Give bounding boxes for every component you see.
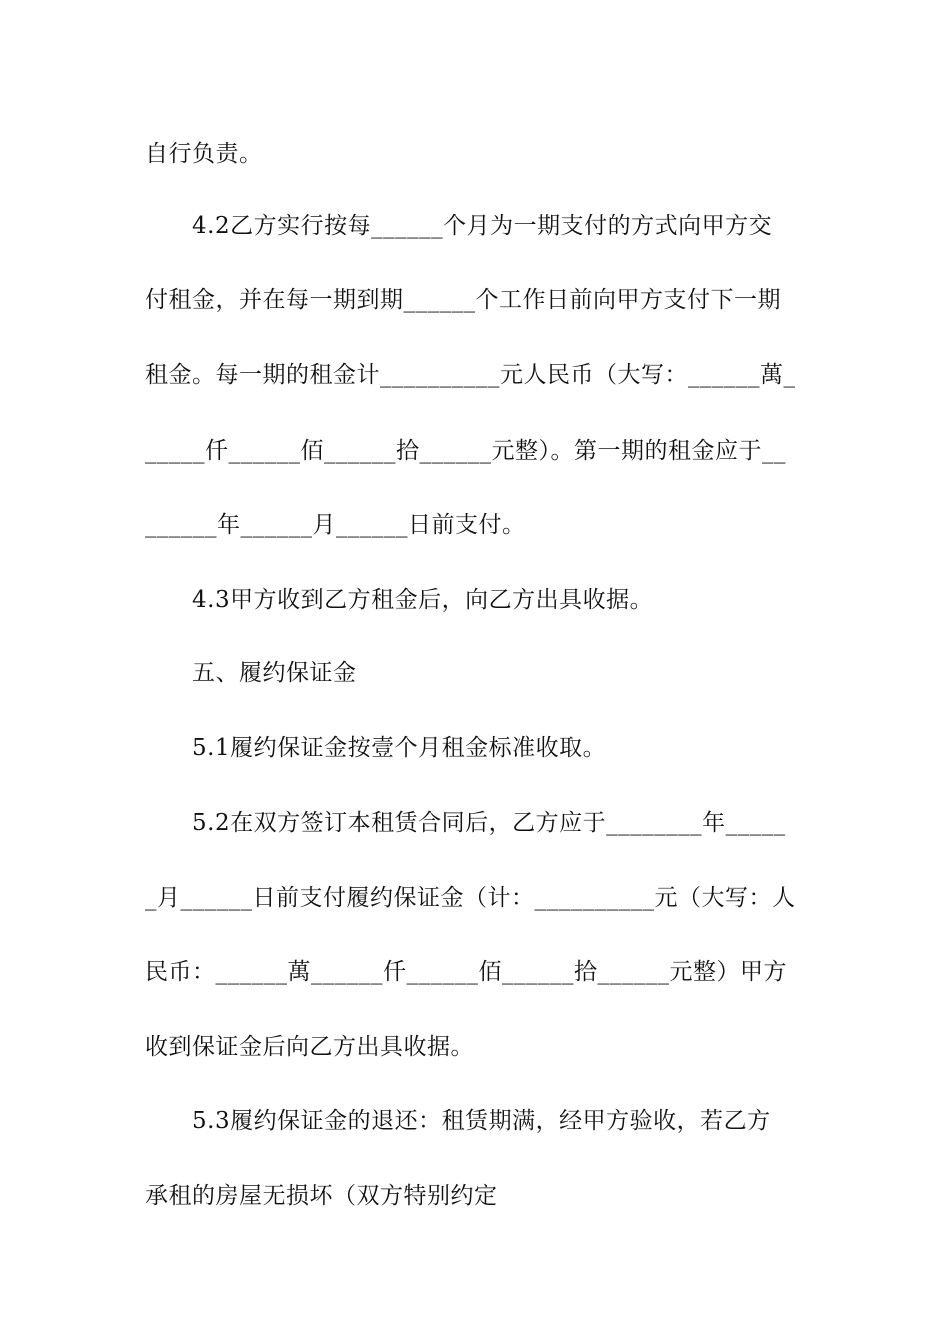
- text-line: 承租的房屋无损坏（双方特别约定: [145, 1183, 498, 1209]
- clause-5-1: 5.1履约保证金按壹个月租金标准收取。: [192, 735, 607, 761]
- clause-4-3: 4.3甲方收到乙方租金后，向乙方出具收据。: [192, 587, 654, 613]
- clause-5-3: 5.3履约保证金的退还：租赁期满，经甲方验收，若乙方: [192, 1108, 771, 1134]
- text-line: _月______日前支付履约保证金（计：__________元（大写：人: [145, 885, 796, 911]
- clause-5-2: 5.2在双方签订本租赁合同后，乙方应于________年_____: [192, 810, 786, 836]
- text-line: ______年______月______日前支付。: [145, 512, 526, 538]
- text-line: 收到保证金后向乙方出具收据。: [145, 1034, 474, 1060]
- clause-4-2: 4.2乙方实行按每______个月为一期支付的方式向甲方交: [192, 213, 773, 239]
- section-heading-5: 五、履约保证金: [192, 660, 357, 686]
- text-line: 租金。每一期的租金计__________元人民币（大写：______萬_: [145, 362, 796, 388]
- text-line: _____仟______佰______拾______元整）。第一期的租金应于__: [145, 438, 786, 464]
- text-line: 民币：______萬______仟______佰______拾______元整）甲方: [145, 959, 787, 985]
- text-line: 付租金，并在每一期到期______个工作日前向甲方支付下一期: [145, 287, 781, 313]
- text-line: 自行负责。: [145, 141, 263, 167]
